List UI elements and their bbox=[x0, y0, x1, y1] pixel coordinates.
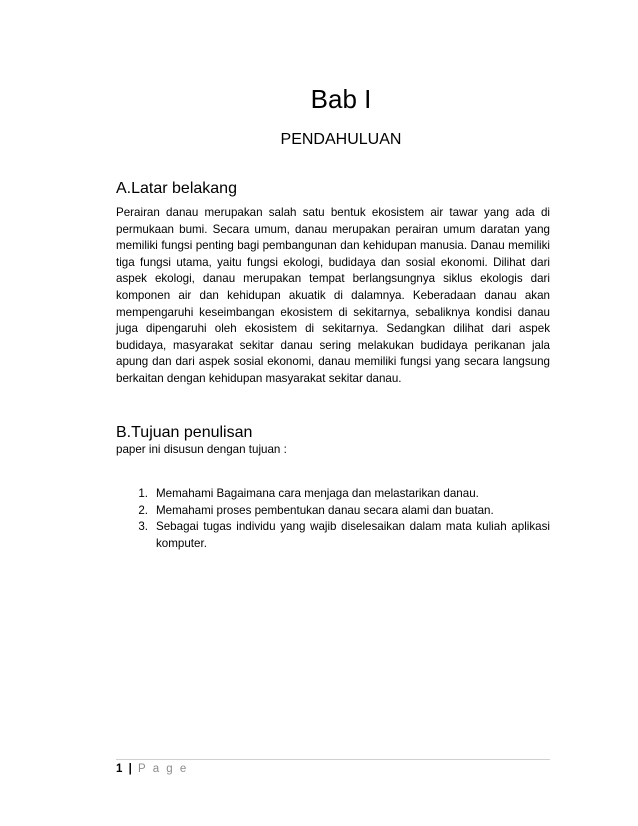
list-item-text: Memahami Bagaimana cara menjaga dan melastarikan danau. bbox=[156, 487, 479, 500]
objectives-list bbox=[116, 486, 550, 552]
objective-item-2 bbox=[116, 503, 550, 520]
objectives-intro: paper ini disusun dengan tujuan : bbox=[116, 443, 287, 456]
chapter-subtitle: PENDAHULUAN bbox=[280, 131, 402, 148]
chapter-title: Bab I bbox=[310, 84, 372, 114]
page-separator: | bbox=[128, 763, 132, 775]
objective-item-1 bbox=[116, 486, 550, 503]
list-item-text: Sebagai tugas individu yang wajib diselesaikan dalam mata kuliah aplikasi komputer. bbox=[156, 520, 550, 550]
list-number: 2. bbox=[138, 503, 148, 517]
list-number: 3. bbox=[138, 520, 148, 534]
section-heading-background: A.Latar belakang bbox=[116, 180, 237, 197]
objective-item-3 bbox=[116, 519, 550, 552]
page-footer bbox=[116, 763, 188, 775]
list-number: 1. bbox=[138, 487, 148, 500]
page-label: P a g e bbox=[138, 763, 189, 775]
list-item-text: Memahami proses pembentukan danau secara alami dan buatan. bbox=[156, 503, 494, 517]
footer-divider bbox=[116, 759, 550, 760]
page-number: 1 bbox=[116, 763, 123, 775]
background-paragraph: Perairan danau merupakan salah satu bentuk ekosistem air tawar yang ada di permukaan bumi. Secara umum, danau merupakan perairan umum daratan yang memiliki fungsi penting bagi pembangunan dan kehidupan manusia. Danau memiliki tiga fungsi utama, yaitu fungsi ekologi, budidaya dan sosial ekonomi. Dilihat dari aspek ekologi, danau merupakan tempat berlangsungnya siklus ekologis dari komponen air dan kehidupan akuatik di dalamnya. Keberadaan danau akan mempengaruhi keseimbangan ekosistem di sekitarnya, sebaliknya kondisi danau juga dipengaruhi oleh ekosistem di sekitarnya. Sedangkan dilihat dari aspek budidaya, masyarakat sekitar danau sering melakukan budidaya perikanan jala apung dan dari aspek sosial ekonomi, danau memiliki fungsi yang secara langsung berkaitan dengan kehidupan masyarakat sekitar danau. bbox=[116, 206, 550, 385]
section-heading-objectives: B.Tujuan penulisan bbox=[116, 424, 253, 441]
